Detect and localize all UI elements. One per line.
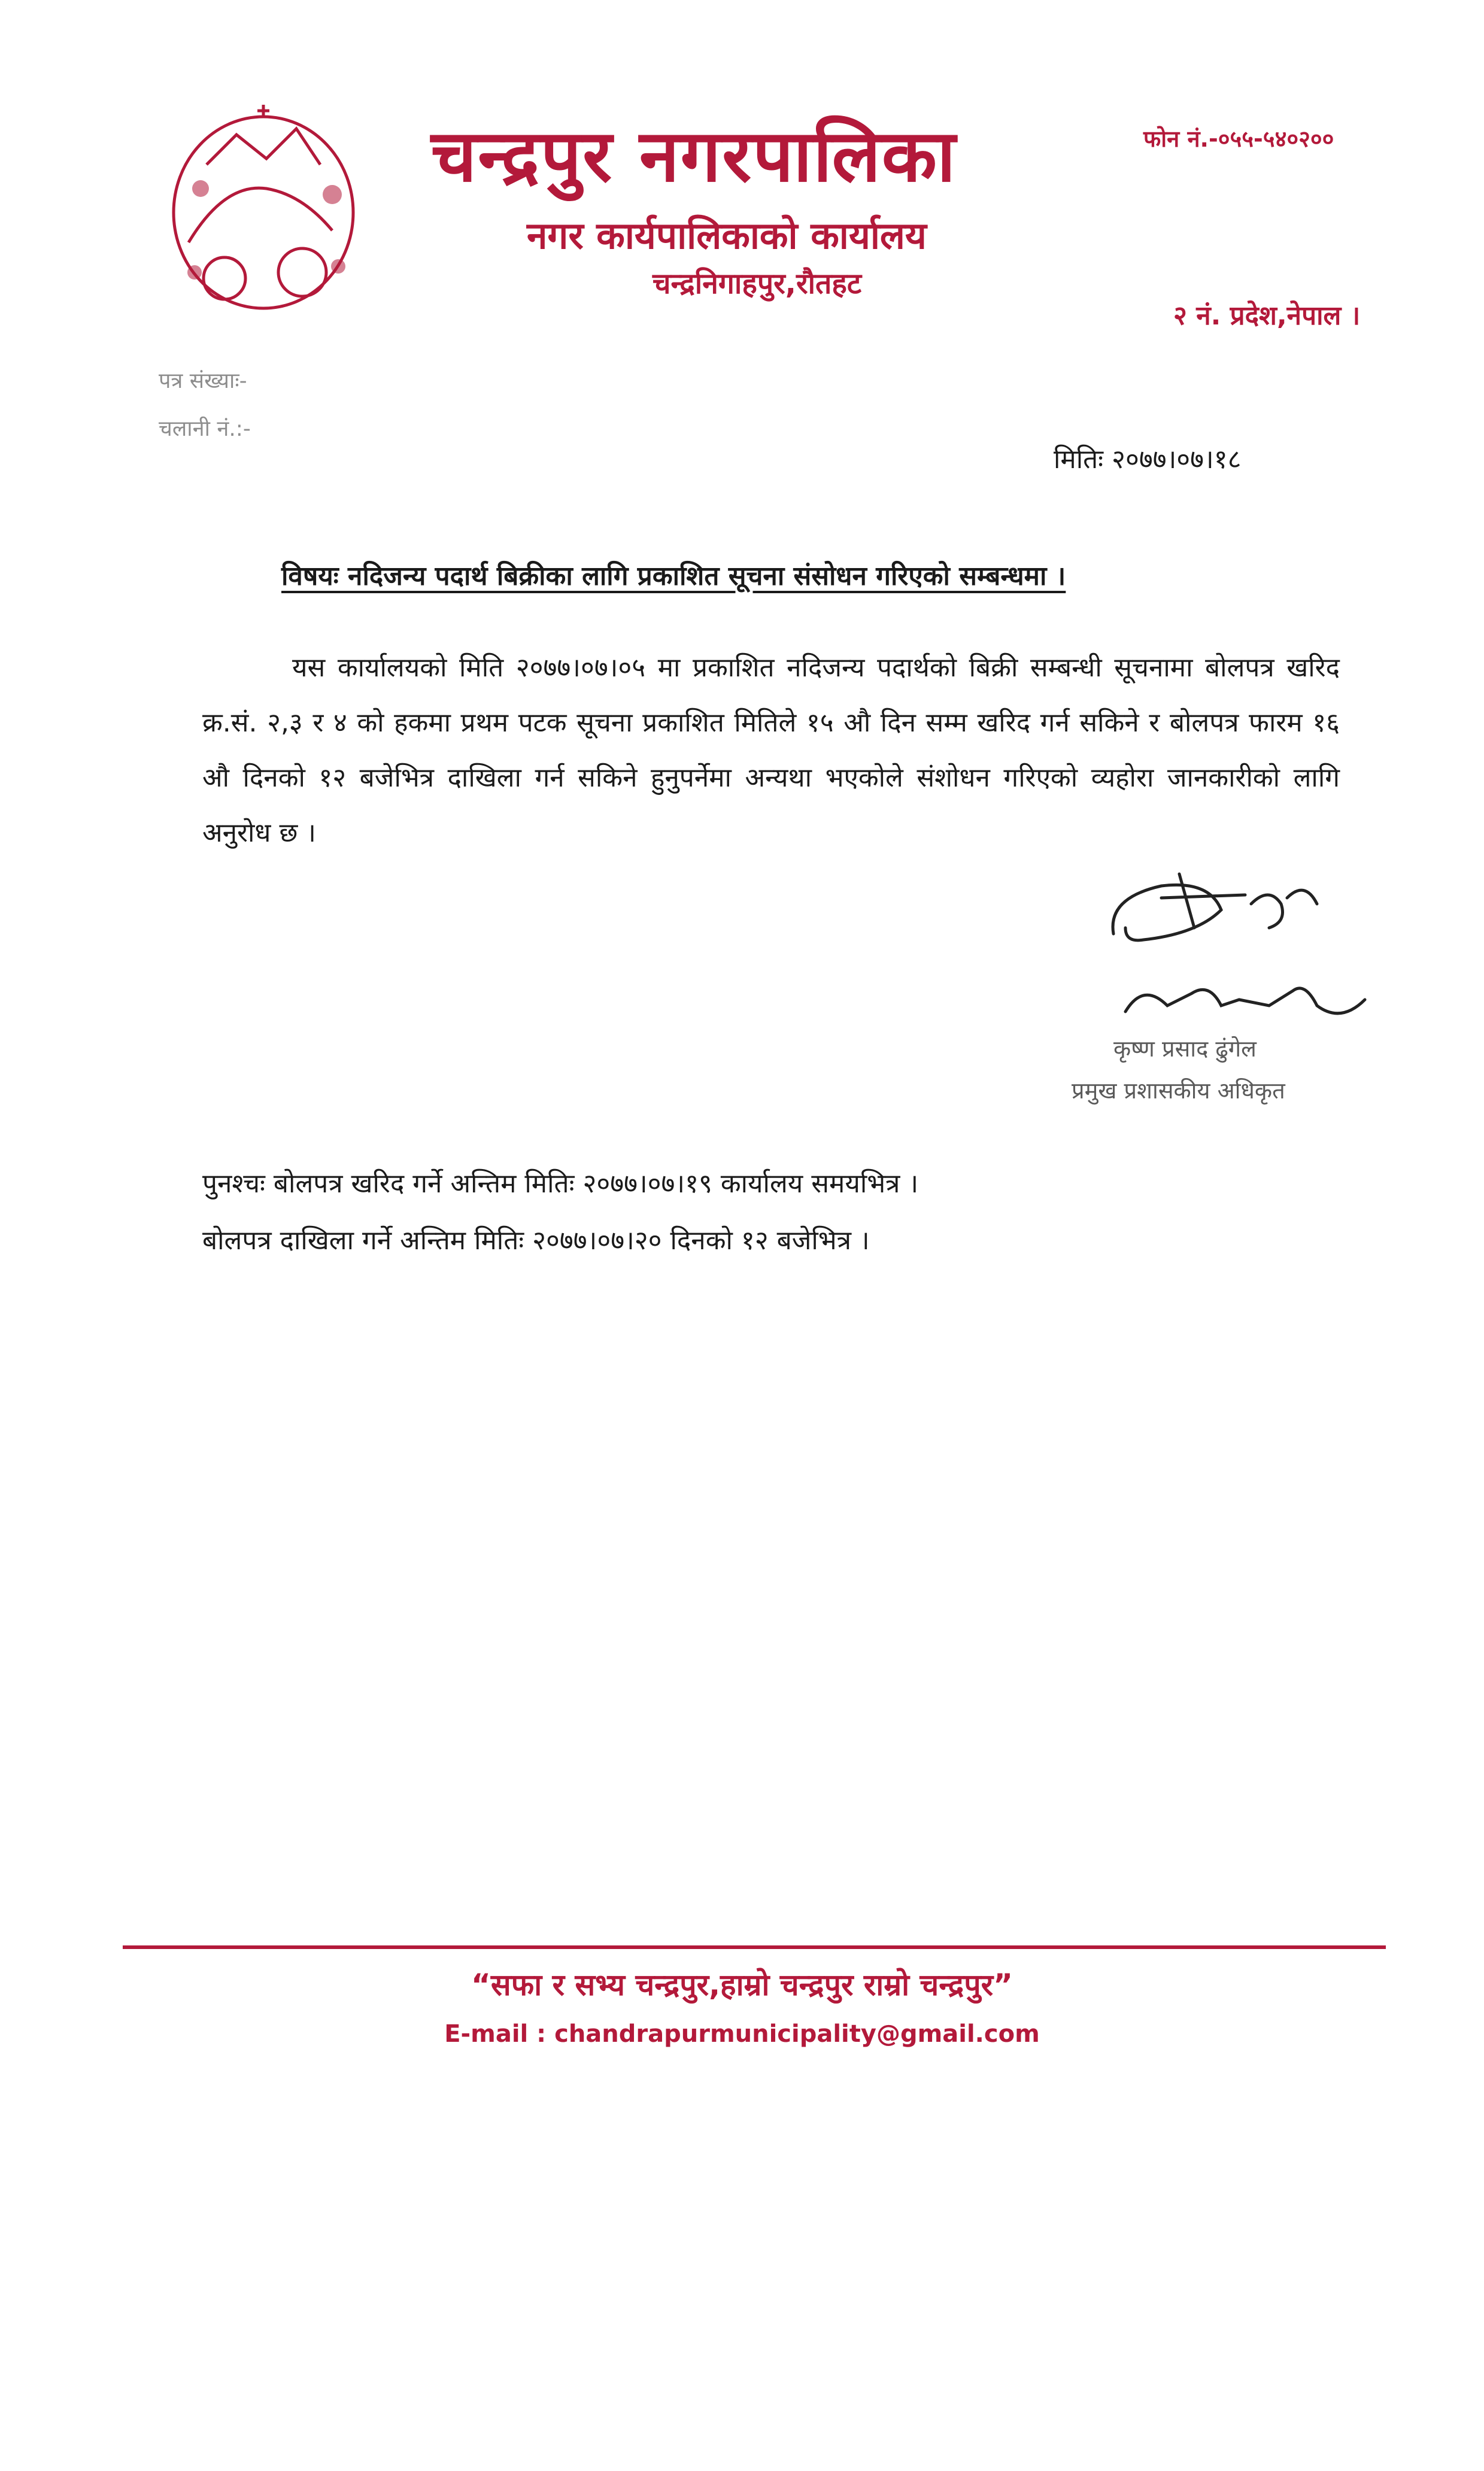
signatory-name: कृष्ण प्रसाद ढुंगेल (1113, 1036, 1257, 1062)
phone-number: फोन नं.-०५५-५४०२०० (1143, 126, 1334, 152)
office-address: चन्द्रनिगाहपुर,रौतहट (653, 267, 862, 300)
office-name: नगर कार्यपालिकाको कार्यालय (527, 214, 927, 257)
footer-slogan: “सफा र सभ्य चन्द्रपुर,हाम्रो चन्द्रपुर राम्रो चन्द्रपुर” (471, 1968, 1013, 2002)
postscript-line-2: बोलपत्र दाखिला गर्ने अन्तिम मितिः २०७७।०७।२० दिनको १२ बजेभित्र । (202, 1225, 870, 1256)
letter-number-label: पत्र संख्याः- (159, 369, 247, 393)
municipality-name: चन्द्रपुर नगरपालिका (431, 115, 957, 198)
footer-divider (123, 1945, 1386, 1949)
nepal-emblem-icon (153, 93, 374, 326)
letter-date: मितिः २०७७।०७।१८ (1054, 444, 1242, 475)
signatory-title: प्रमुख प्रशासकीय अधिकृत (1072, 1077, 1285, 1104)
letter-body: यस कार्यालयको मिति २०७७।०७।०५ मा प्रकाशित नदिजन्य पदार्थको बिक्री सम्बन्धी सूचनामा बोलपत्र खरिद क्र.सं. २,३ र ४ को हकमा प्रथम पटक सूचना प्रकाशित मितिले १५ औ दिन सम्म खरिद गर्न सकिने र बोलपत्र फारम १६ औ दिनको १२ बजेभित्र दाखिला गर्न सकिने हुनुपर्नेमा अन्यथा भएकोले संशोधन गरिएको व्यहोरा जानकारीको लागि अनुरोध छ । (202, 652, 1340, 848)
footer-email: E-mail : chandrapurmunicipality@gmail.com (444, 2020, 1040, 2048)
letter-subject: विषयः नदिजन्य पदार्थ बिक्रीका लागि प्रकाशित सूचना संसोधन गरिएको सम्बन्धमा । (281, 561, 1066, 591)
province: २ नं. प्रदेश,नेपाल । (1173, 300, 1361, 331)
dispatch-number-label: चलानी नं.:- (159, 417, 251, 441)
postscript-line-1: पुनश्चः बोलपत्र खरिद गर्ने अन्तिम मितिः २०७७।०७।१९ कार्यालय समयभित्र । (202, 1168, 919, 1199)
